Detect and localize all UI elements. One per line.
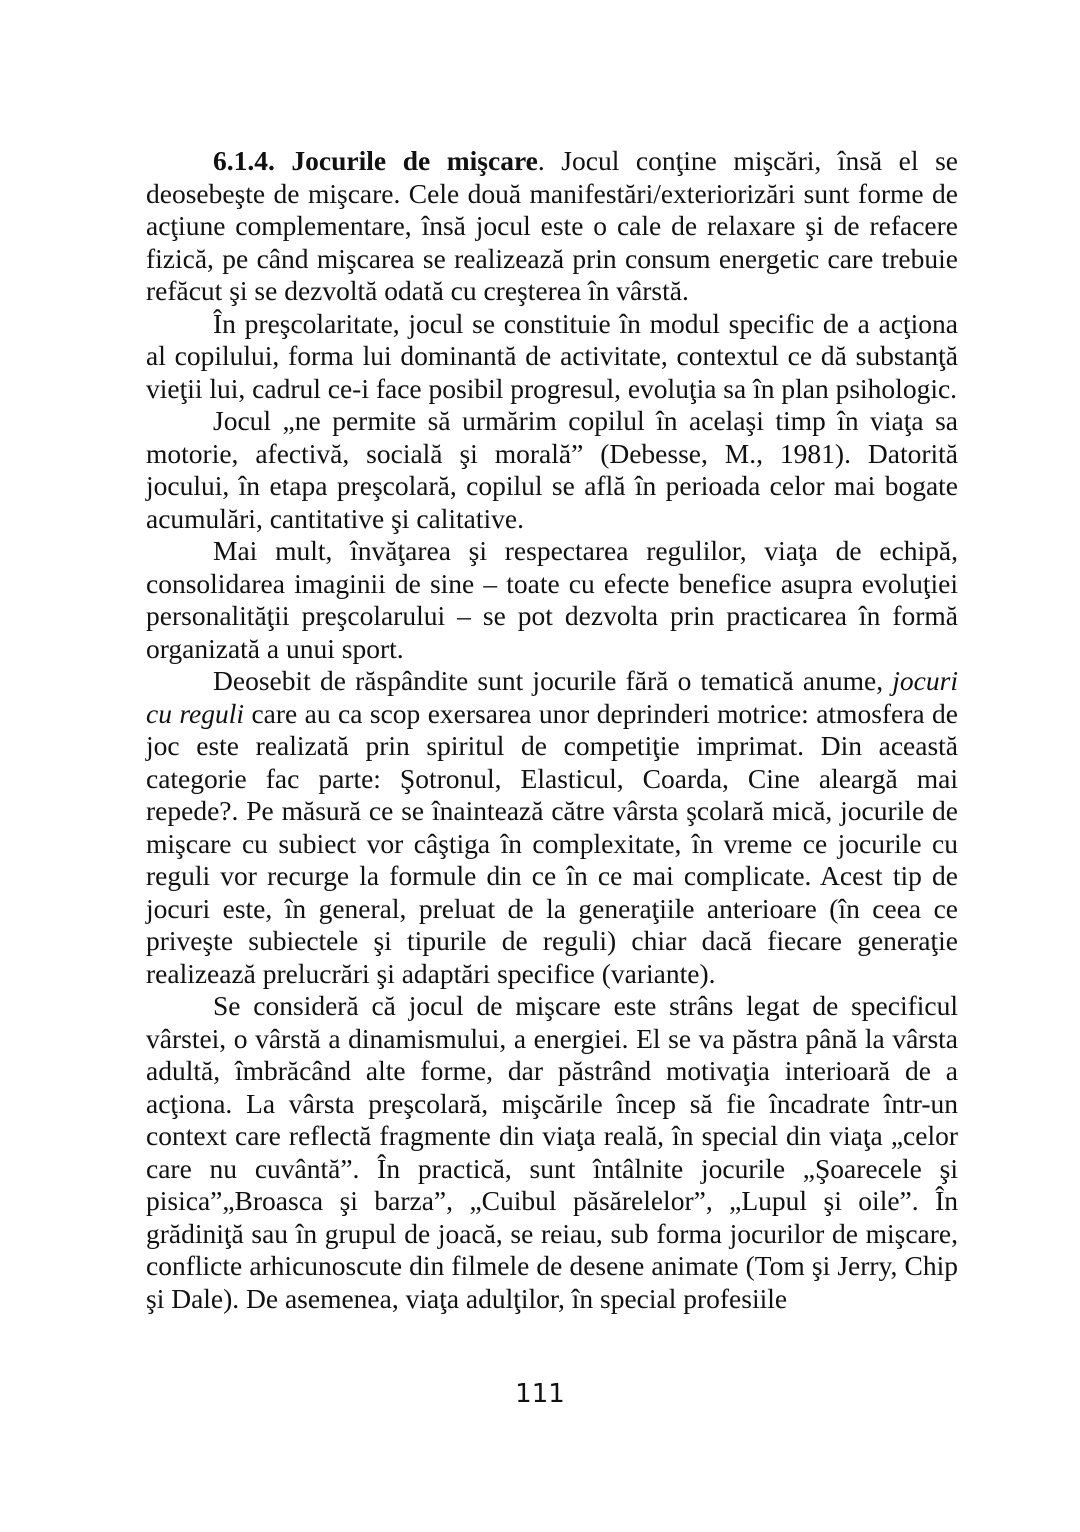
paragraph-5-italic-term: jocuri cu reguli [146, 665, 958, 729]
intro-text: . Jocul conţine mişcări, însă el se deosebeşte de mişcare. Cele două manifestări/exteriorizări sunt forme de acţiune complementare, însă jocul este o cale de relaxare şi de refacere fizică, pe când mişcarea se realizează prin consum energetic care trebuie refăcut şi se dezvoltă odată cu creşterea în vârstă. [146, 145, 958, 306]
paragraph-2: În preşcolaritate, jocul se constituie în modul specific de a acţiona al copilului, forma lui dominantă de activitate, contextul ce dă substanţă vieţii lui, cadrul ce-i face posibil progresul, evoluţia sa în plan psihologic. [146, 307, 958, 404]
paragraph-5-lead: Deosebit de răspândite sunt jocurile fără o tematică anume, [213, 665, 893, 696]
paragraph-3: Jocul „ne permite să urmărim copilul în acelaşi timp în viaţa sa motorie, afectivă, socială şi morală” (Debesse, M., 1981). Datorită jocului, în etapa preşcolară, copilul se află în perioada celor mai bogate acumulări, cantitative şi calitative. [146, 405, 958, 534]
section-heading: 6.1.4. Jocurile de mişcare [213, 145, 538, 176]
paragraph-intro [146, 145, 958, 308]
page-body [146, 145, 958, 1315]
paragraph-5-rest: care au ca scop exersarea unor deprinderi motrice: atmosfera de joc este realizată prin spiritul de competiţie imprimat. Din această categorie fac parte: Şotronul, Elasticul, Coarda, Cine aleargă mai repede?. Pe măsură ce se înaintează către vârsta şcolară mică, jocurile de mişcare cu subiect vor câştiga în complexitate, în vreme ce jocurile cu reguli vor recurge la formule din ce în ce mai complicate. Acest tip de jocuri este, în general, preluat de la generaţiile anterioare (în ceea ce priveşte subiectele şi tipurile de reguli) chiar dacă fiecare generaţie realizează prelucrări şi adaptări specifice (variante). [146, 697, 959, 989]
paragraph-5 [146, 665, 958, 990]
paragraph-6: Se consideră că jocul de mişcare este strâns legat de specificul vârstei, o vârstă a dinamismului, a energiei. El se va păstra până la vârsta adultă, îmbrăcând alte forme, dar păstrând motivaţia interioară de a acţiona. La vârsta preşcolară, mişcările încep să fie încadrate într-un context care reflectă fragmente din viaţa reală, în special din viaţa „celor care nu cuvântă”. În practică, sunt întâlnite jocurile „Şoarecele şi pisica”„Broasca şi barza”, „Cuibul păsărelelor”, „Lupul şi oile”. În grădiniţă sau în grupul de joacă, se reiau, sub forma jocurilor de mişcare, conflicte arhicunoscute din filmele de desene animate (Tom şi Jerry, Chip şi Dale). De asemenea, viaţa adulţilor, în special profesiile [146, 990, 958, 1314]
page-number: 111 [515, 1379, 565, 1409]
paragraph-4: Mai mult, învăţarea şi respectarea regulilor, viaţa de echipă, consolidarea imaginii de sine – toate cu efecte benefice asupra evoluţiei personalităţii preşcolarului – se pot dezvolta prin practicarea în formă organizată a unui sport. [146, 535, 958, 664]
